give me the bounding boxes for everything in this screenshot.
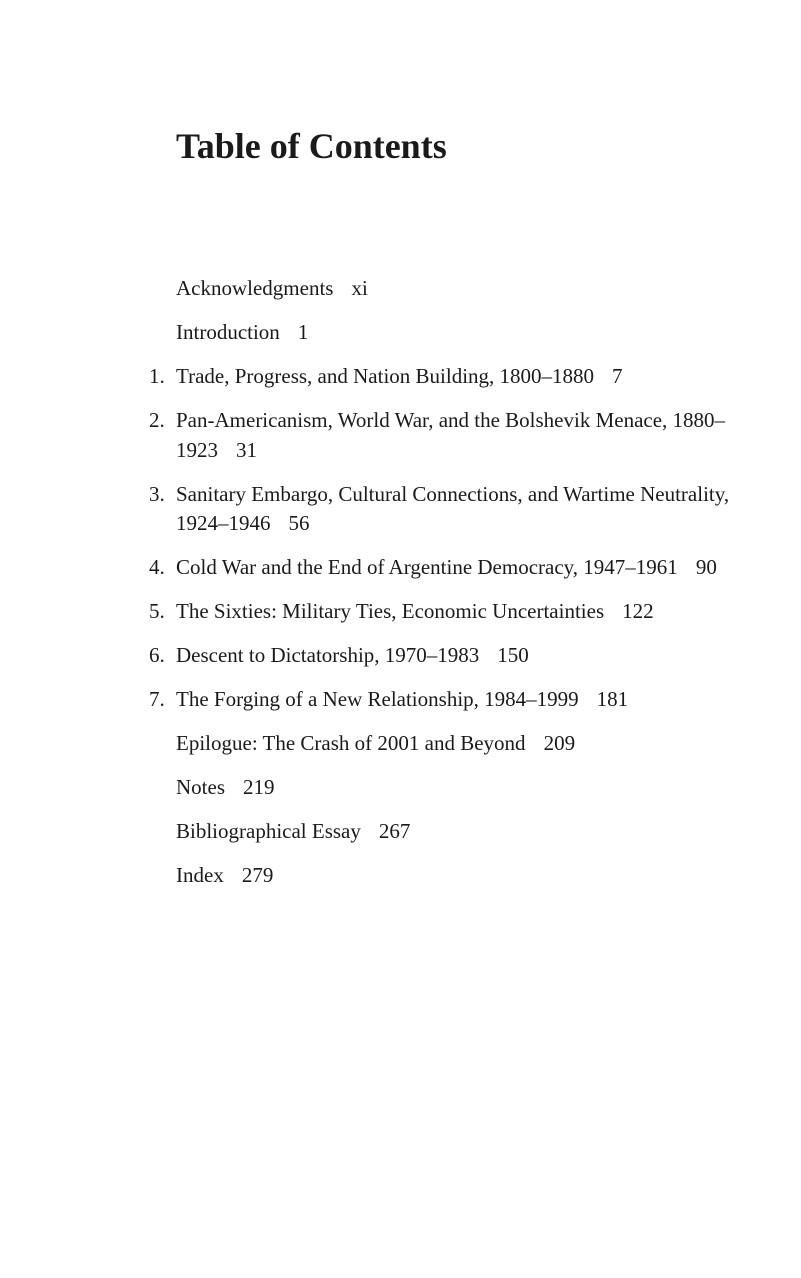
- page-number: xi: [351, 276, 368, 300]
- toc-entry: [0, 274, 736, 304]
- chapter-number: 6.: [149, 643, 165, 667]
- entry-title: Introduction: [176, 320, 280, 344]
- page-title: Table of Contents: [176, 126, 447, 166]
- page-number: 7: [612, 364, 623, 388]
- chapter-number: 3.: [149, 481, 165, 506]
- page-number: 90: [695, 555, 717, 579]
- toc-entry: [0, 641, 736, 671]
- toc-entry: [0, 597, 736, 627]
- toc-entry: [0, 406, 736, 465]
- entry-title: The Sixties: Military Ties, Economic Uncertainties: [176, 599, 605, 623]
- page-number: 209: [543, 731, 576, 755]
- page-number: 56: [288, 511, 310, 535]
- toc-entry: [0, 861, 736, 891]
- entry-title: Trade, Progress, and Nation Building, 1800–1880: [176, 364, 595, 388]
- page-number: 267: [378, 819, 411, 843]
- entry-title: Epilogue: The Crash of 2001 and Beyond: [176, 731, 526, 755]
- chapter-number: 2.: [149, 408, 165, 432]
- entry-title: Notes: [176, 775, 225, 799]
- entry-title: The Forging of a New Relationship, 1984–1999: [176, 687, 579, 711]
- entry-title: Pan-Americanism, World War, and the Bolshevik Menace, 1880–1923: [176, 408, 726, 462]
- entry-title: Cold War and the End of Argentine Democracy, 1947–1961: [176, 555, 678, 579]
- chapter-number: 7.: [149, 687, 165, 711]
- entry-title: Bibliographical Essay: [176, 819, 361, 843]
- toc-entry: [0, 553, 736, 583]
- chapter-number: 4.: [149, 555, 165, 579]
- toc-entry: [0, 362, 736, 392]
- toc-entry: [0, 773, 736, 803]
- page-number: 122: [622, 599, 654, 623]
- toc-entry: [0, 817, 736, 847]
- entry-title: Index: [176, 863, 224, 887]
- page-number: 279: [241, 863, 274, 887]
- chapter-number: 1.: [149, 364, 165, 388]
- page-number: 219: [243, 775, 275, 799]
- page-number: 31: [236, 437, 257, 462]
- toc-entry: [0, 318, 736, 348]
- toc-entry: [0, 480, 736, 539]
- page-number: 1: [297, 320, 309, 344]
- page-number: 150: [497, 643, 529, 667]
- page-number: 181: [596, 687, 629, 711]
- entry-title: Descent to Dictatorship, 1970–1983: [176, 643, 480, 667]
- toc-list: [0, 274, 801, 905]
- entry-title: Sanitary Embargo, Cultural Connections, and Wartime Neutrality, 1924–1946: [176, 481, 730, 535]
- chapter-number: 5.: [149, 599, 165, 623]
- toc-entry: [0, 729, 736, 759]
- entry-title: Acknowledgments: [176, 276, 334, 300]
- toc-entry: [0, 685, 736, 715]
